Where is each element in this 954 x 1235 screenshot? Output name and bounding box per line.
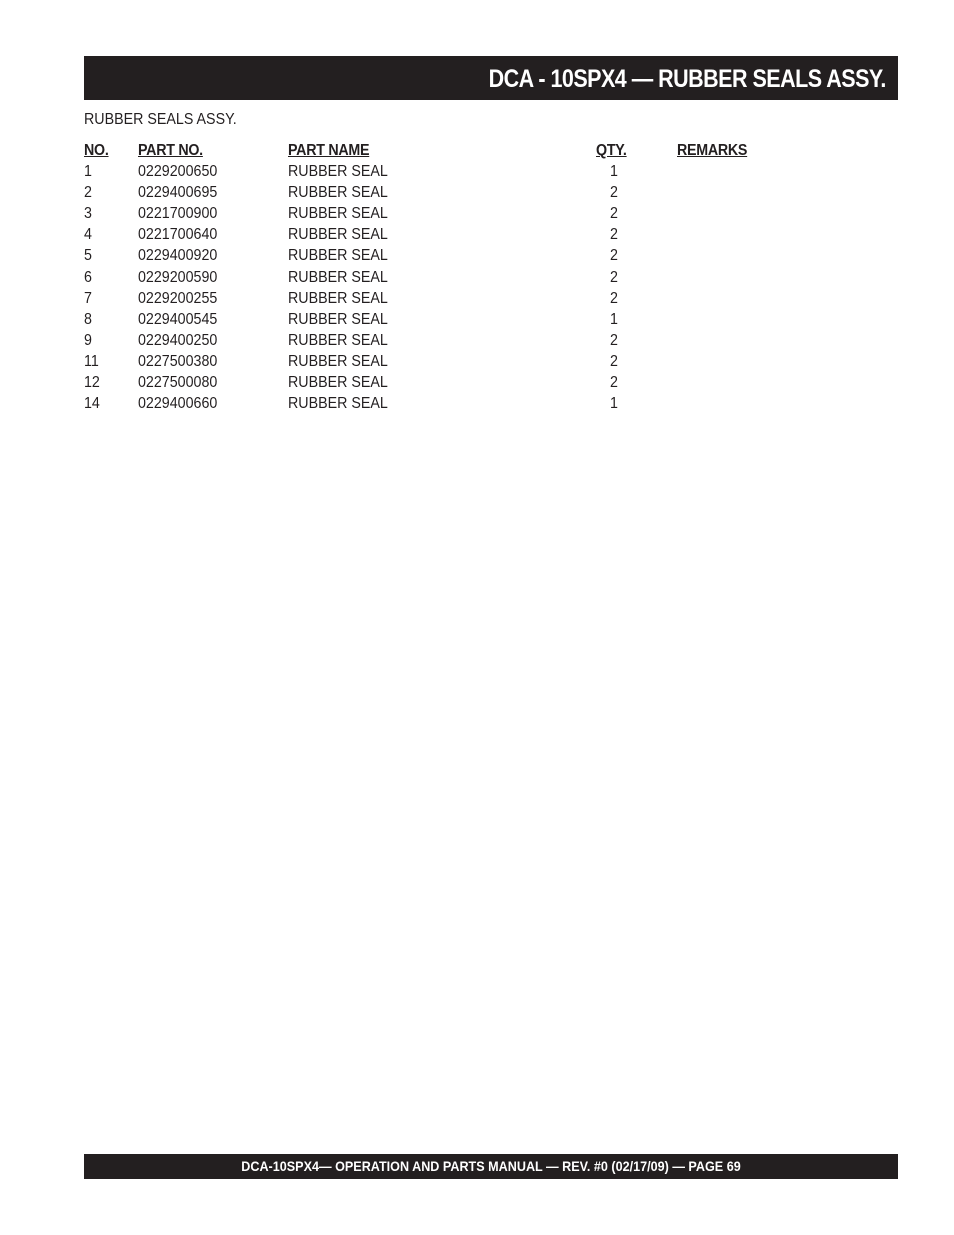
cell-qty: 1 [610, 310, 618, 328]
cell-part-no: 0221700900 [138, 205, 218, 223]
column-header-no: NO. [84, 142, 109, 159]
cell-no: 11 [84, 352, 99, 370]
cell-no: 1 [84, 163, 92, 181]
cell-part-name: RUBBER SEAL [288, 289, 388, 307]
page-header-bar [84, 56, 898, 100]
table-row [84, 224, 784, 245]
cell-part-no: 0221700640 [138, 226, 218, 244]
table-row [84, 288, 784, 309]
cell-part-name: RUBBER SEAL [288, 310, 388, 328]
cell-qty: 2 [610, 268, 618, 286]
cell-part-name: RUBBER SEAL [288, 184, 388, 202]
cell-no: 14 [84, 395, 100, 413]
cell-part-name: RUBBER SEAL [288, 395, 388, 413]
cell-part-name: RUBBER SEAL [288, 247, 388, 265]
cell-part-no: 0227500080 [138, 374, 218, 392]
table-row [84, 203, 784, 224]
cell-part-no: 0229200650 [138, 163, 218, 181]
cell-part-name: RUBBER SEAL [288, 352, 388, 370]
cell-qty: 2 [610, 184, 618, 202]
cell-qty: 2 [610, 205, 618, 223]
cell-part-name: RUBBER SEAL [288, 205, 388, 223]
cell-qty: 1 [610, 163, 618, 181]
cell-part-no: 0229400660 [138, 395, 218, 413]
table-row [84, 182, 784, 203]
table-row [84, 330, 784, 351]
table-row [84, 351, 784, 372]
cell-qty: 2 [610, 289, 618, 307]
column-header-part-name: PART NAME [288, 142, 370, 159]
table-header-row [84, 140, 784, 161]
table-row [84, 245, 784, 266]
cell-qty: 1 [610, 395, 618, 413]
cell-part-no: 0229200590 [138, 268, 218, 286]
cell-part-name: RUBBER SEAL [288, 268, 388, 286]
cell-qty: 2 [610, 352, 618, 370]
cell-qty: 2 [610, 247, 618, 265]
footer-text: DCA-10SPX4— OPERATION AND PARTS MANUAL — REV. #0 (02/17/09) — PAGE 69 [241, 1158, 741, 1174]
table-row [84, 161, 784, 182]
cell-part-name: RUBBER SEAL [288, 331, 388, 349]
cell-part-name: RUBBER SEAL [288, 374, 388, 392]
cell-no: 5 [84, 247, 92, 265]
cell-part-no: 0227500380 [138, 352, 218, 370]
cell-no: 7 [84, 289, 92, 307]
cell-qty: 2 [610, 374, 618, 392]
cell-part-no: 0229400920 [138, 247, 218, 265]
cell-qty: 2 [610, 331, 618, 349]
page-title: DCA - 10SPX4 — RUBBER SEALS ASSY. [488, 65, 886, 93]
cell-part-no: 0229200255 [138, 289, 218, 307]
table-row [84, 309, 784, 330]
cell-part-name: RUBBER SEAL [288, 226, 388, 244]
cell-no: 3 [84, 205, 92, 223]
cell-part-no: 0229400695 [138, 184, 218, 202]
cell-part-no: 0229400545 [138, 310, 218, 328]
page-footer-bar [84, 1154, 898, 1179]
table-body [84, 161, 784, 414]
cell-part-no: 0229400250 [138, 331, 218, 349]
section-title: RUBBER SEALS ASSY. [84, 111, 237, 128]
cell-no: 9 [84, 331, 92, 349]
parts-table [84, 140, 784, 414]
table-row [84, 267, 784, 288]
cell-no: 2 [84, 184, 92, 202]
cell-no: 4 [84, 226, 92, 244]
column-header-remarks: REMARKS [677, 142, 748, 159]
cell-part-name: RUBBER SEAL [288, 163, 388, 181]
cell-no: 12 [84, 374, 100, 392]
cell-qty: 2 [610, 226, 618, 244]
column-header-qty: QTY. [596, 142, 627, 159]
table-row [84, 393, 784, 414]
column-header-part-no: PART NO. [138, 142, 203, 159]
cell-no: 8 [84, 310, 92, 328]
table-row [84, 372, 784, 393]
cell-no: 6 [84, 268, 92, 286]
